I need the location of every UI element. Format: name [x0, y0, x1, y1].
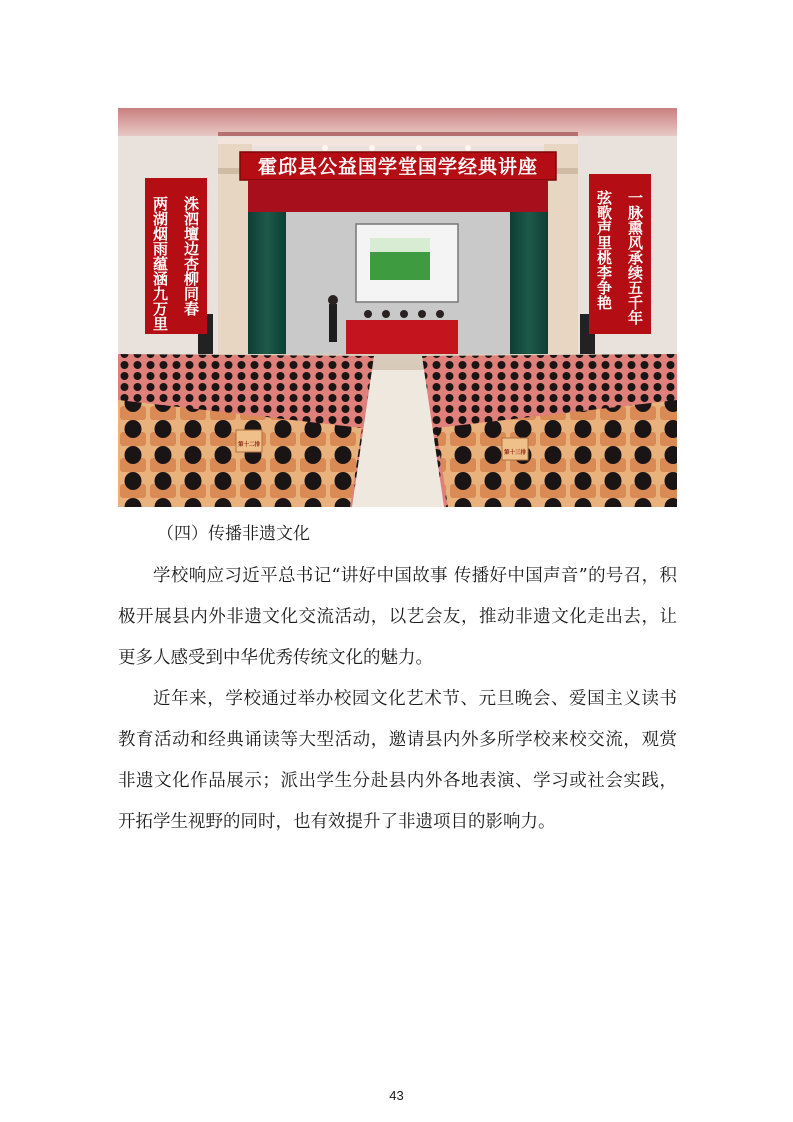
- body-paragraph-1: 学校响应习近平总书记“讲好中国故事 传播好中国声音”的号召，积极开展县内外非遗文化交流活动，以艺会友，推动非遗文化走出去，让更多人感受到中华优秀传统文化的魅力。: [118, 566, 677, 668]
- body-paragraph-2: 近年来，学校通过举办校园文化艺术节、元旦晚会、爱国主义读书教育活动和经典诵读等大型活动，邀请县内外多所学校来校交流，观赏非遗文化作品展示；派出学生分赴县内外各地表演、学习或社会实践，开拓学生视野的同时，也有效提升了非遗项目的影响力。: [118, 689, 677, 832]
- seat-row-label-12: 第十二排: [237, 442, 261, 448]
- lecture-hall-photo: [118, 108, 677, 507]
- photo-banner-title: 霍邱县公益国学堂国学经典讲座: [257, 156, 539, 178]
- couplet-left-outer: 两湖烟雨蕴涵九万里: [151, 196, 169, 331]
- couplet-right-outer: 一脉熏风承续五千年: [626, 190, 644, 325]
- photo-couplet-right: [589, 174, 651, 334]
- page-number: 43: [389, 1088, 404, 1103]
- couplet-right-inner: 弦歌声里桃李争艳: [595, 190, 613, 310]
- seat-row-label-13: 第十三排: [503, 450, 527, 456]
- section-heading: （四）传播非遗文化: [157, 524, 310, 544]
- couplet-left-inner: 洙泗壇边杏柳同春: [182, 196, 200, 316]
- photo-couplet-left: [145, 178, 207, 334]
